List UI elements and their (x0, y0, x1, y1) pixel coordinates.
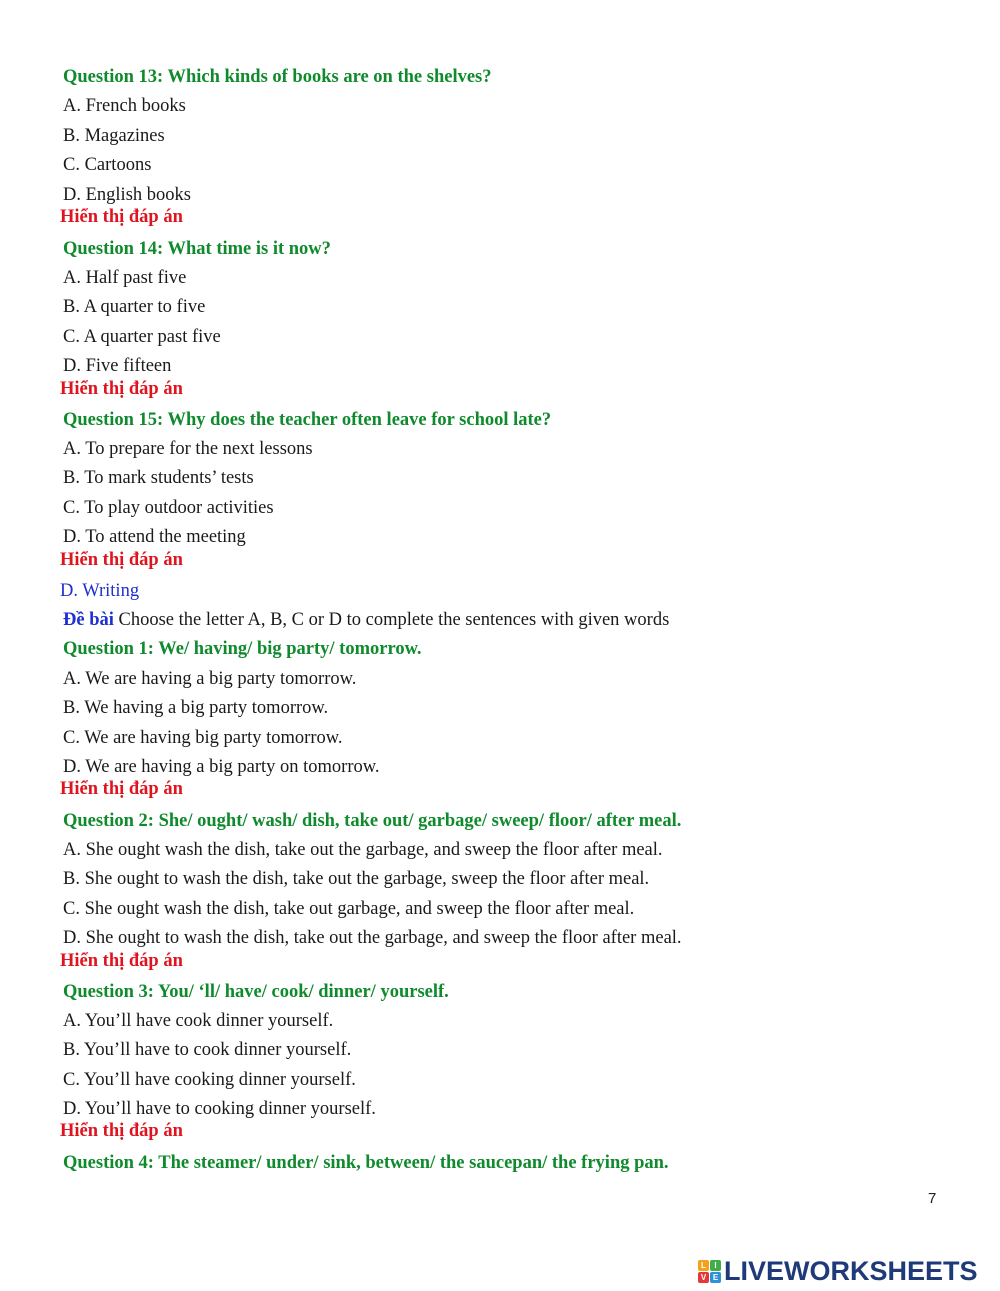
show-answer-link-q15[interactable]: Hiển thị đáp án (60, 550, 183, 570)
writing-question-1-option-d: D. We are having a big party on tomorrow. (63, 757, 380, 777)
logo-letter-v: V (698, 1272, 709, 1283)
task-instruction (63, 609, 669, 631)
page-number: 7 (928, 1190, 937, 1207)
writing-question-1-option-c: C. We are having big party tomorrow. (63, 728, 343, 748)
question-13-option-b: B. Magazines (63, 126, 165, 146)
writing-question-1-heading: Question 1: We/ having/ big party/ tomorrow. (63, 639, 422, 659)
liveworksheets-logo[interactable] (698, 1256, 978, 1286)
show-answer-link-q13[interactable]: Hiển thị đáp án (60, 207, 183, 227)
writing-question-2-option-a: A. She ought wash the dish, take out the garbage, and sweep the floor after meal. (63, 840, 663, 860)
logo-letter-i: I (710, 1260, 721, 1271)
show-answer-link-q14[interactable]: Hiển thị đáp án (60, 379, 183, 399)
writing-question-2-heading: Question 2: She/ ought/ wash/ dish, take out/ garbage/ sweep/ floor/ after meal. (63, 811, 682, 831)
writing-question-3-option-d: D. You’ll have to cooking dinner yourself. (63, 1099, 376, 1119)
show-answer-link-w1[interactable]: Hiển thị đáp án (60, 779, 183, 799)
logo-letter-l: L (698, 1260, 709, 1271)
question-15-option-c: C. To play outdoor activities (63, 498, 274, 518)
question-15-option-a: A. To prepare for the next lessons (63, 439, 313, 459)
writing-question-3-heading: Question 3: You/ ‘ll/ have/ cook/ dinner/ yourself. (63, 982, 449, 1002)
logo-badge-icon (698, 1260, 721, 1283)
show-answer-link-w2[interactable]: Hiển thị đáp án (60, 951, 183, 971)
writing-question-2-option-d: D. She ought to wash the dish, take out the garbage, and sweep the floor after meal. (63, 928, 682, 948)
writing-question-1-option-a: A. We are having a big party tomorrow. (63, 669, 357, 689)
question-13-heading: Question 13: Which kinds of books are on the shelves? (63, 67, 492, 87)
writing-question-4-heading: Question 4: The steamer/ under/ sink, between/ the saucepan/ the frying pan. (63, 1153, 669, 1173)
section-heading-writing: D. Writing (60, 581, 140, 601)
logo-letter-e: E (710, 1272, 721, 1283)
writing-question-2-option-c: C. She ought wash the dish, take out garbage, and sweep the floor after meal. (63, 899, 635, 919)
question-13-option-a: A. French books (63, 96, 186, 116)
writing-question-3-option-b: B. You’ll have to cook dinner yourself. (63, 1040, 352, 1060)
task-label: Đề bài (63, 610, 114, 630)
task-text: Choose the letter A, B, C or D to complete the sentences with given words (113, 610, 670, 630)
question-13-option-d: D. English books (63, 185, 191, 205)
question-15-heading: Question 15: Why does the teacher often leave for school late? (63, 410, 552, 430)
question-14-heading: Question 14: What time is it now? (63, 239, 331, 259)
writing-question-3-option-c: C. You’ll have cooking dinner yourself. (63, 1070, 356, 1090)
question-14-option-c: C. A quarter past five (63, 327, 221, 347)
question-14-option-a: A. Half past five (63, 268, 187, 288)
question-15-option-d: D. To attend the meeting (63, 527, 246, 547)
writing-question-3-option-a: A. You’ll have cook dinner yourself. (63, 1011, 334, 1031)
writing-question-1-option-b: B. We having a big party tomorrow. (63, 698, 329, 718)
question-14-option-d: D. Five fifteen (63, 356, 172, 376)
writing-question-2-option-b: B. She ought to wash the dish, take out the garbage, sweep the floor after meal. (63, 869, 650, 889)
question-15-option-b: B. To mark students’ tests (63, 468, 254, 488)
question-13-option-c: C. Cartoons (63, 155, 152, 175)
show-answer-link-w3[interactable]: Hiển thị đáp án (60, 1121, 183, 1141)
question-14-option-b: B. A quarter to five (63, 297, 206, 317)
logo-wordmark: LIVEWORKSHEETS (724, 1255, 978, 1286)
